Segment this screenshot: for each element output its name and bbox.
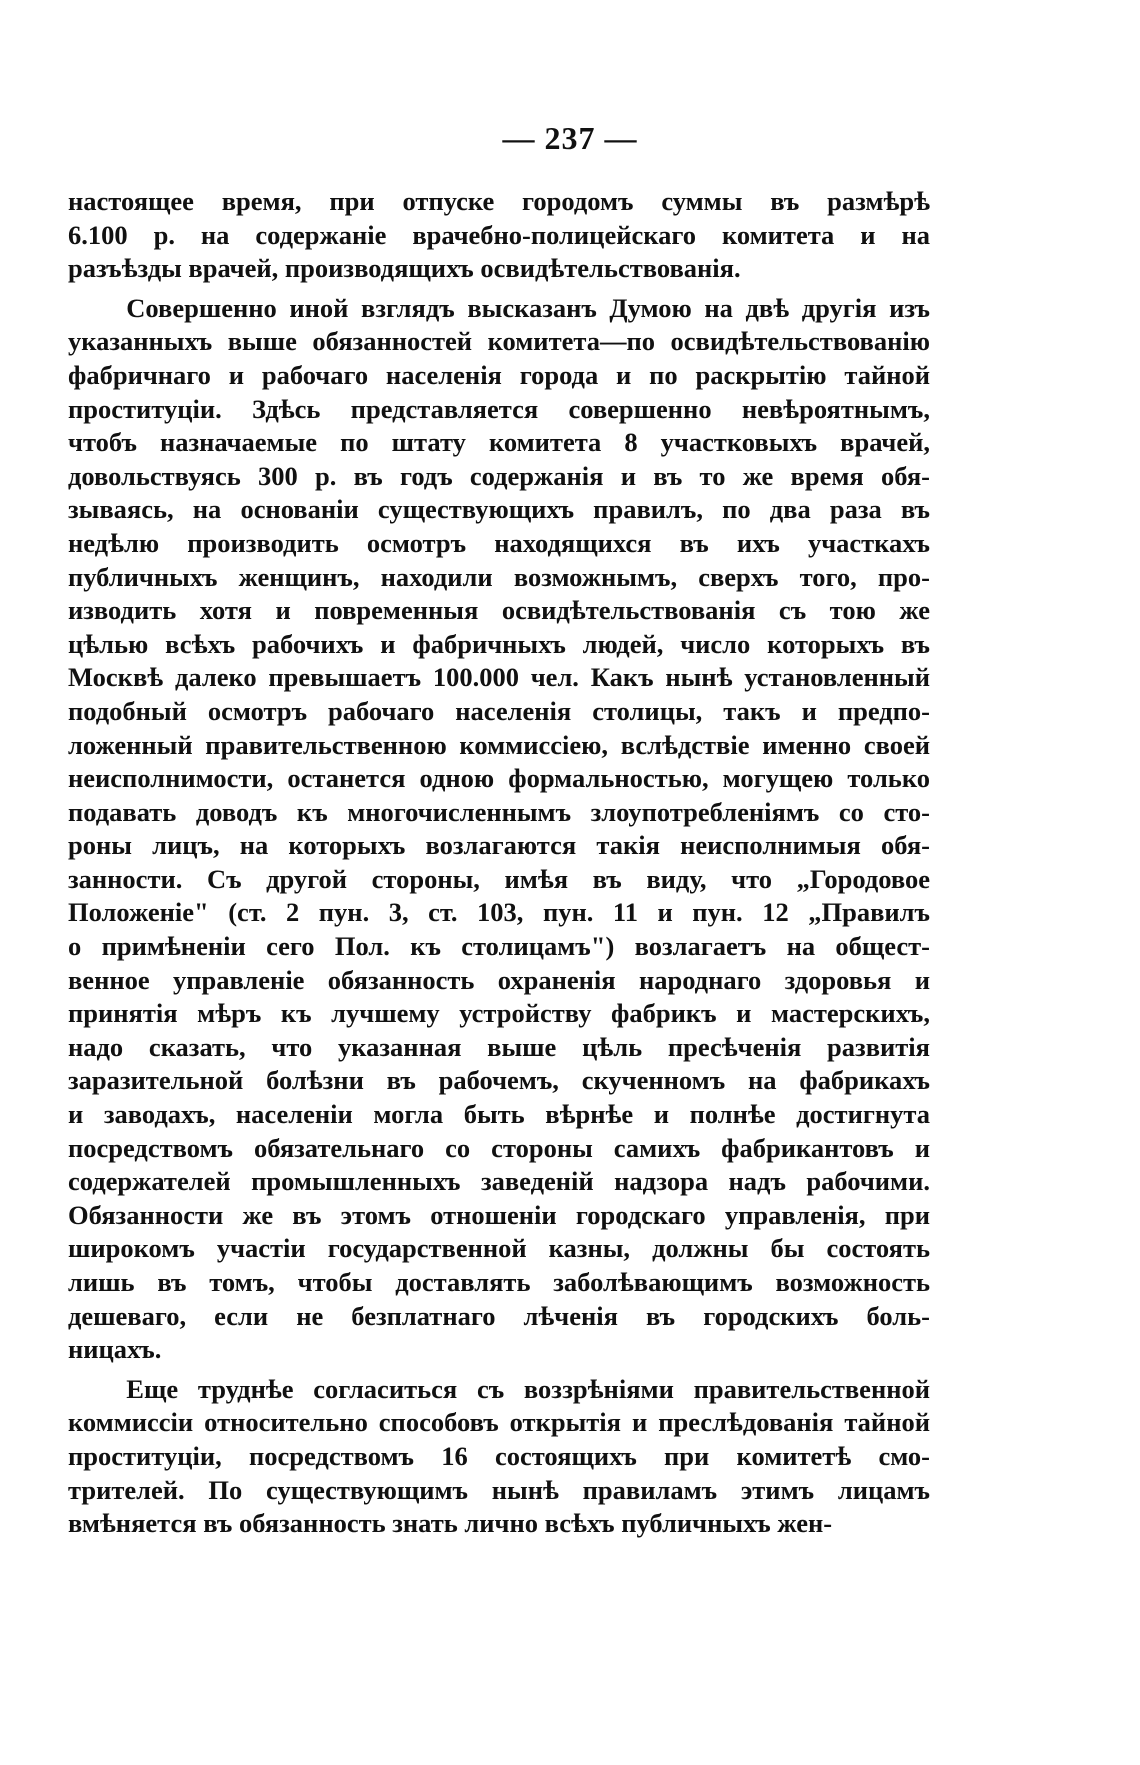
text-line: содержателей промышленныхъ заведеній надзора надъ рабочими.	[68, 1166, 930, 1197]
text-line: вмѣняется въ обязанность знать лично всѣхъ публичныхъ жен-	[68, 1508, 833, 1539]
paragraph	[68, 185, 930, 286]
text-line: проституціи, посредствомъ 16 состоящихъ при комитетѣ смо-	[68, 1440, 930, 1471]
text-line: изводить хотя и повременныя освидѣтельствованія съ тою же	[68, 595, 930, 626]
text-line: подобный осмотръ рабочаго населенія столицы, такъ и предпо-	[68, 695, 930, 726]
text-line: Положеніе" (ст. 2 пун. 3, ст. 103, пун. 11 и пун. 12 „Правилъ	[68, 897, 930, 928]
text-line: Еще труднѣе согласиться съ воззрѣніями правительственной	[126, 1373, 930, 1404]
paragraph	[68, 292, 930, 1367]
text-line: принятія мѣръ къ лучшему устройству фабрикъ и мастерскихъ,	[68, 998, 930, 1029]
text-line: настоящее время, при отпуске городомъ суммы въ размѣрѣ	[68, 186, 930, 216]
text-line: ложенный правительственною коммиссіею, вслѣдствіе именно своей	[68, 729, 930, 760]
text-line: Обязанности же въ этомъ отношеніи городскаго управленія, при	[68, 1199, 930, 1230]
text-line: чтобъ назначаемые по штату комитета 8 участковыхъ врачей,	[68, 427, 930, 458]
text-line: заразительной болѣзни въ рабочемъ, скученномъ на фабрикахъ	[68, 1065, 930, 1096]
text-line: роны лицъ, на которыхъ возлагаются такія неисполнимыя обя-	[68, 830, 930, 861]
text-line: о примѣненіи сего Пол. къ столицамъ") возлагаетъ на общест-	[68, 931, 930, 962]
text-line: Совершенно иной взглядъ высказанъ Думою на двѣ другія изъ	[126, 292, 930, 323]
page-number: — 237 —	[502, 120, 638, 156]
text-line: лишь въ томъ, чтобы доставлять заболѣвающимъ возможность	[68, 1267, 930, 1297]
text-line: коммиссіи относительно способовъ открытія и преслѣдованія тайной	[68, 1407, 930, 1438]
text-line: неисполнимости, останется одною формальностью, могущею только	[68, 763, 930, 794]
text-line: ницахъ.	[68, 1334, 162, 1365]
text-line: разъѣзды врачей, производящихъ освидѣтельствованія.	[68, 253, 741, 284]
text-line: и заводахъ, населеніи могла быть вѣрнѣе и полнѣе достигнута	[68, 1099, 930, 1130]
text-line: широкомъ участіи государственной казны, должны бы состоять	[68, 1233, 930, 1264]
text-line: дешеваго, если не безплатнаго лѣченія въ городскихъ боль-	[68, 1300, 930, 1331]
paragraph	[68, 1373, 930, 1541]
text-line: трителей. По существующимъ нынѣ правиламъ этимъ лицамъ	[68, 1474, 930, 1505]
text-line: Москвѣ далеко превышаетъ 100.000 чел. Какъ нынѣ установленный	[68, 662, 930, 693]
body-text	[68, 185, 930, 1541]
text-line: занности. Съ другой стороны, имѣя въ виду, что „Городовое	[68, 863, 930, 894]
text-line: проституціи. Здѣсь представляется совершенно невѣроятнымъ,	[68, 393, 930, 424]
text-line: 6.100 р. на содержаніе врачебно-полицейскаго комитета и на	[68, 219, 930, 250]
text-line: посредствомъ обязательнаго со стороны самихъ фабрикантовъ и	[68, 1132, 930, 1163]
text-line: публичныхъ женщинъ, находили возможнымъ, сверхъ того, про-	[68, 561, 930, 592]
text-line: фабричнаго и рабочаго населенія города и по раскрытію тайной	[68, 359, 930, 390]
text-line: указанныхъ выше обязанностей комитета—по освидѣтельствованію	[68, 326, 930, 357]
text-line: венное управленіе обязанность охраненія народнаго здоровья и	[68, 964, 930, 995]
text-line: надо сказать, что указанная выше цѣль пресѣченія развитія	[68, 1031, 930, 1062]
text-line: зываясь, на основаніи существующихъ правилъ, по два раза въ	[68, 494, 930, 525]
text-line: довольствуясь 300 р. въ годъ содержанія и въ то же время обя-	[68, 460, 930, 491]
text-line: подавать доводъ къ многочисленнымъ злоупотребленіямъ со сто-	[68, 796, 930, 827]
text-line: цѣлью всѣхъ рабочихъ и фабричныхъ людей, число которыхъ въ	[68, 628, 930, 659]
text-line: недѣлю производить осмотръ находящихся въ ихъ участкахъ	[68, 527, 930, 558]
